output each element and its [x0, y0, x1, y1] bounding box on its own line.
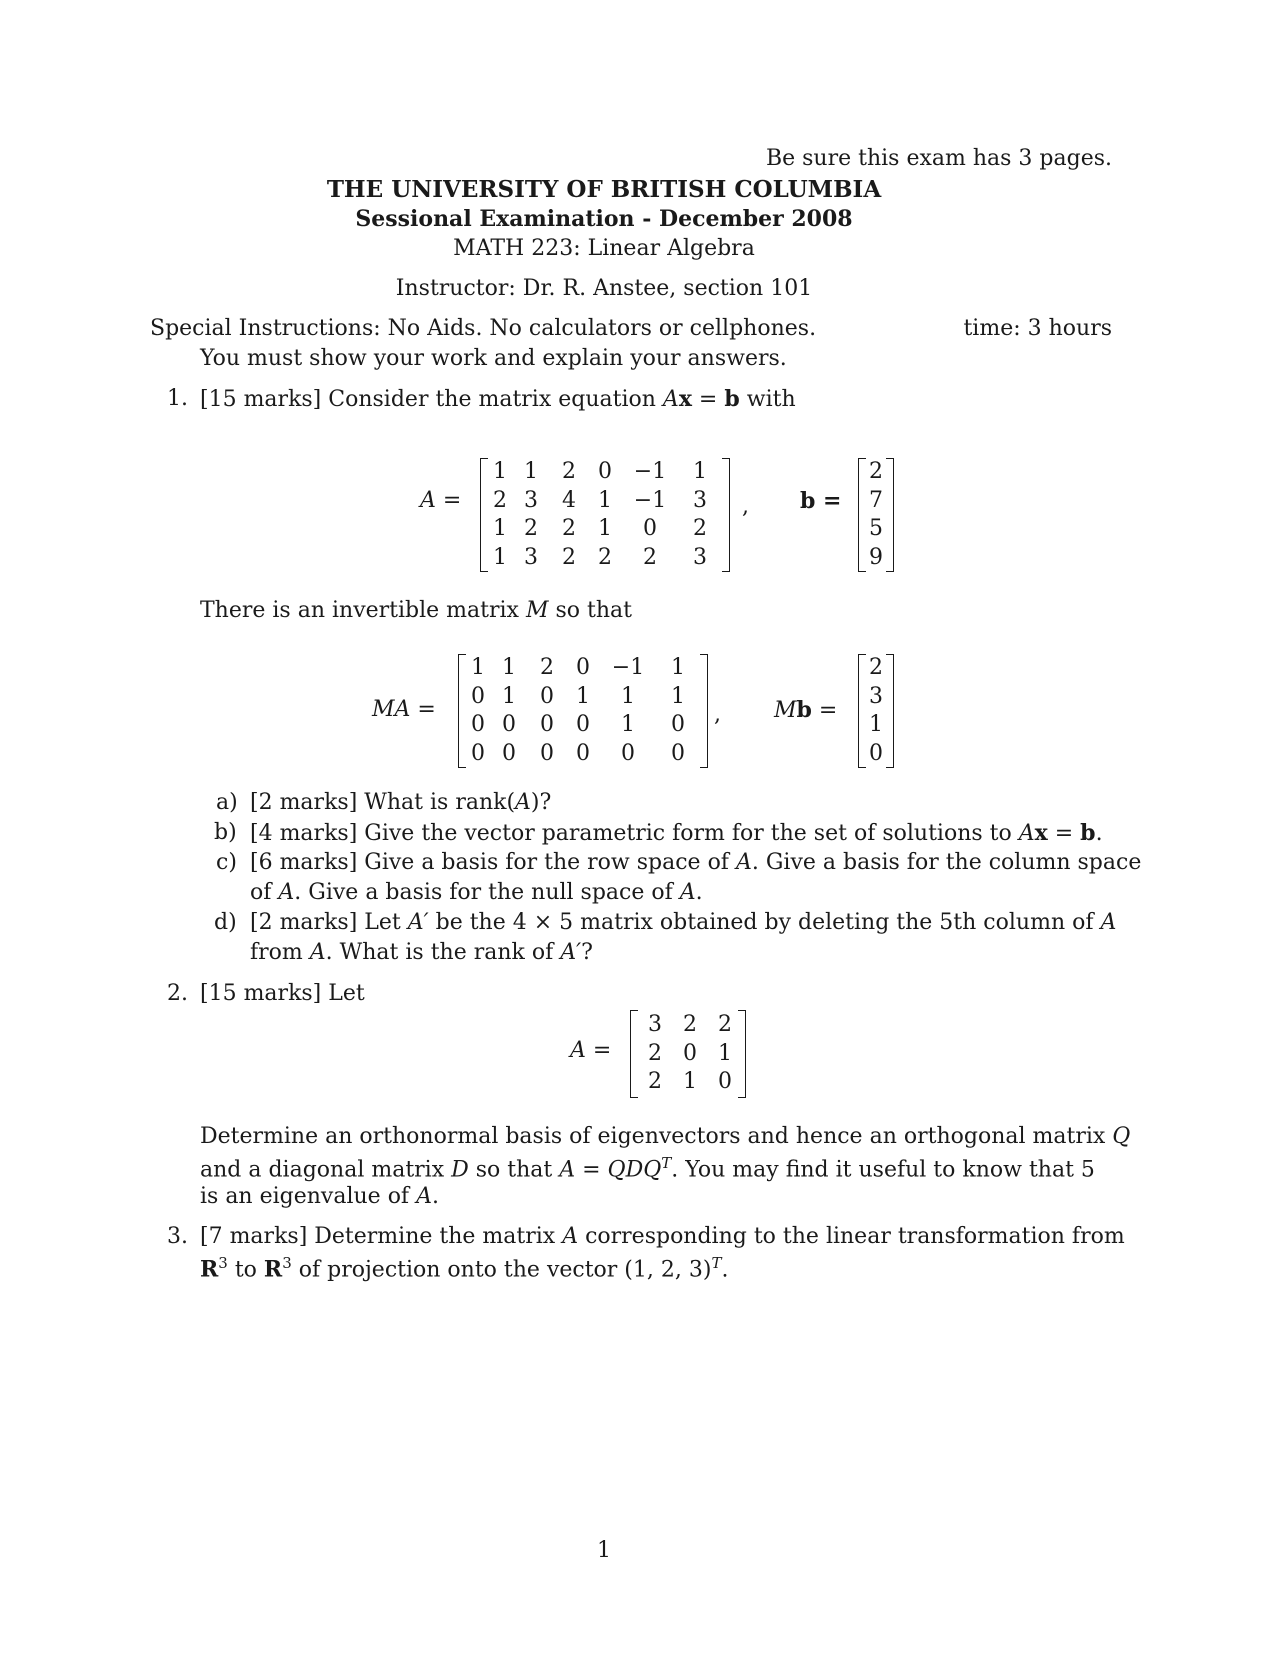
q1-A-entry: 0: [598, 459, 612, 484]
q1-A-entry: 2: [598, 544, 612, 570]
q1-comma-2: ,: [714, 702, 721, 727]
q2-A-entry: 2: [718, 1012, 732, 1037]
q1-A-entry: 3: [693, 487, 707, 513]
q1a-text: [2 marks] What is rank(A)?: [250, 790, 552, 815]
q1-A-entry: 2: [562, 544, 576, 570]
q1c-label: c): [216, 850, 237, 875]
university-title: THE UNIVERSITY OF BRITISH COLUMBIA: [326, 176, 882, 203]
q1-b-entry: 2: [869, 459, 883, 484]
q1-lead: [15 marks] Consider the matrix equation Ax = b with: [200, 386, 796, 412]
q1-MA-entry: 1: [471, 655, 485, 680]
q1-Mb-entry: 1: [869, 712, 883, 737]
q1-A-label: A =: [420, 488, 462, 513]
q2-text-line3: is an eigenvalue of A.: [200, 1184, 439, 1209]
q2-A-entry: 1: [683, 1069, 697, 1094]
q1-A-entry: 1: [524, 459, 538, 484]
q1-A-entry: 1: [693, 459, 707, 484]
q1-b-entry: 9: [869, 544, 883, 570]
q1-b-row-4: [866, 544, 886, 573]
q1-MA-entry: 1: [502, 655, 516, 680]
q1-vector-Mb: [858, 654, 894, 768]
q1-MA-entry: 0: [471, 740, 485, 766]
q1c-text-line2: of A. Give a basis for the null space of A.: [250, 880, 703, 905]
q1-A-row-1: [488, 458, 722, 487]
q1-MA-entry: 0: [540, 712, 554, 737]
q1-MA-entry: 0: [540, 683, 554, 709]
q1-A-entry: 3: [524, 487, 538, 513]
q2-A-entry: 2: [648, 1040, 662, 1066]
q1-b-entry: 7: [869, 487, 883, 513]
q2-A-entry: 0: [718, 1069, 732, 1094]
q1-b-row-3: [866, 515, 886, 544]
q1-MA-entry: 0: [540, 740, 554, 766]
q1-b-row-1: [866, 458, 886, 487]
q2-A-entry: 2: [648, 1069, 662, 1094]
q1-vector-b: [858, 458, 894, 572]
q2-A-row-3: [638, 1068, 742, 1097]
q1-MA-row-1: [466, 654, 700, 683]
q1-MA-entry: 0: [471, 712, 485, 737]
q1-A-entry: 1: [493, 516, 507, 541]
q2-A-entry: 1: [718, 1040, 732, 1066]
q1-A-entry: −1: [633, 459, 667, 484]
q1-Mb-label: Mb =: [774, 697, 838, 723]
q1-A-entry: 4: [562, 487, 576, 513]
q1-MA-entry: 0: [502, 712, 516, 737]
q1-A-entry: 1: [493, 544, 507, 570]
q1-A-entry: 3: [524, 544, 538, 570]
q1-Mb-row-4: [866, 740, 886, 769]
q1-matrix-MA: [458, 654, 708, 768]
q1-matrix-A: [480, 458, 730, 572]
q1-A-entry: 2: [493, 487, 507, 513]
q1-A-entry: 2: [562, 459, 576, 484]
q2-A-row-1: [638, 1011, 742, 1040]
instructions-line-1: Special Instructions: No Aids. No calculators or cellphones.: [150, 316, 817, 341]
q1c-text-line1: [6 marks] Give a basis for the row space of A. Give a basis for the column space: [250, 850, 1142, 875]
q2-A-entry: 0: [683, 1040, 697, 1066]
q1-A-entry: 2: [562, 516, 576, 541]
q2-A-entry: 3: [648, 1012, 662, 1037]
time-limit: time: 3 hours: [963, 316, 1112, 341]
q1-MA-entry: 0: [502, 740, 516, 766]
q1-MA-entry: 0: [471, 683, 485, 709]
course-title: MATH 223: Linear Algebra: [453, 236, 755, 261]
q1-A-row-2: [488, 487, 722, 516]
page-number: 1: [597, 1538, 611, 1563]
q1-MA-entry: 0: [576, 655, 590, 680]
instructions-line-2: You must show your work and explain your answers.: [200, 346, 787, 371]
q3-text-line1: [7 marks] Determine the matrix A corresponding to the linear transformation from: [200, 1224, 1125, 1249]
q1-Mb-entry: 3: [869, 683, 883, 709]
q1-A-entry: 1: [598, 487, 612, 513]
q1-mid-text: There is an invertible matrix M so that: [200, 598, 632, 623]
q1-A-entry: 2: [693, 516, 707, 541]
q1-Mb-entry: 0: [869, 740, 883, 766]
q1-Mb-row-2: [866, 683, 886, 712]
q1-MA-entry: −1: [611, 655, 645, 680]
q1-A-entry: 2: [524, 516, 538, 541]
q1-MA-entry: 0: [576, 740, 590, 766]
q2-A-row-2: [638, 1040, 742, 1069]
q3-text-line2: $R^3$ to $R^3$ of projection onto the vector (1, 2, 3)$^T$.: [200, 1254, 729, 1283]
q1-Mb-row-1: [866, 654, 886, 683]
q1-A-row-4: [488, 544, 722, 573]
q1d-label: d): [214, 910, 237, 935]
q1-MA-entry: 1: [671, 683, 685, 709]
q1-A-entry: 3: [693, 544, 707, 570]
q1d-text-line1: [2 marks] Let A′ be the 4 × 5 matrix obtained by deleting the 5th column of A: [250, 910, 1117, 935]
q1-A-entry: 1: [493, 459, 507, 484]
exam-title: Sessional Examination - December 2008: [355, 206, 853, 232]
q1-MA-entry: 0: [621, 740, 635, 766]
q1-b-label: b =: [800, 488, 842, 514]
q1a-label: a): [216, 790, 238, 815]
instructor-line: Instructor: Dr. R. Anstee, section 101: [395, 276, 813, 301]
q1b-text: [4 marks] Give the vector parametric form for the set of solutions to Ax = b.: [250, 820, 1103, 846]
q1-MA-entry: 2: [540, 655, 554, 680]
q1d-text-line2: from A. What is the rank of A′?: [250, 940, 593, 965]
q1-b-row-2: [866, 487, 886, 516]
q2-A-entry: 2: [683, 1012, 697, 1037]
q2-text-line2: and a diagonal matrix D so that $A = QDQ^T$. You may find it useful to know that 5: [200, 1154, 1095, 1183]
q1-MA-row-2: [466, 683, 700, 712]
q1-MA-entry: 1: [621, 712, 635, 737]
q1-A-entry: 0: [643, 516, 657, 541]
q1-MA-entry: 1: [621, 683, 635, 709]
q1-Mb-row-3: [866, 711, 886, 740]
q1-Mb-entry: 2: [869, 655, 883, 680]
q1-MA-entry: 1: [671, 655, 685, 680]
q1-MA-entry: 1: [502, 683, 516, 709]
page-count-note: Be sure this exam has 3 pages.: [765, 146, 1112, 171]
q1-b-entry: 5: [869, 516, 883, 541]
q1-number: 1.: [167, 386, 188, 411]
q1-A-row-3: [488, 515, 722, 544]
q1-A-entry: −1: [633, 487, 667, 513]
q1-comma: ,: [742, 494, 749, 519]
q1-MA-row-3: [466, 711, 700, 740]
q2-text-line1: Determine an orthonormal basis of eigenvectors and hence an orthogonal matrix Q: [200, 1124, 1131, 1149]
q3-number: 3.: [167, 1224, 188, 1249]
q1-MA-entry: 0: [671, 740, 685, 766]
q2-number: 2.: [167, 981, 188, 1006]
q2-A-label: A =: [570, 1038, 612, 1063]
q1-MA-row-4: [466, 740, 700, 769]
q2-lead: [15 marks] Let: [200, 981, 365, 1006]
q1-MA-label: MA =: [372, 697, 436, 722]
q1-A-entry: 1: [598, 516, 612, 541]
q1-A-entry: 2: [643, 544, 657, 570]
q1-MA-entry: 0: [576, 712, 590, 737]
q1b-label: b): [214, 820, 237, 845]
q2-matrix-A: [630, 1010, 746, 1098]
q1-MA-entry: 1: [576, 683, 590, 709]
q1-MA-entry: 0: [671, 712, 685, 737]
